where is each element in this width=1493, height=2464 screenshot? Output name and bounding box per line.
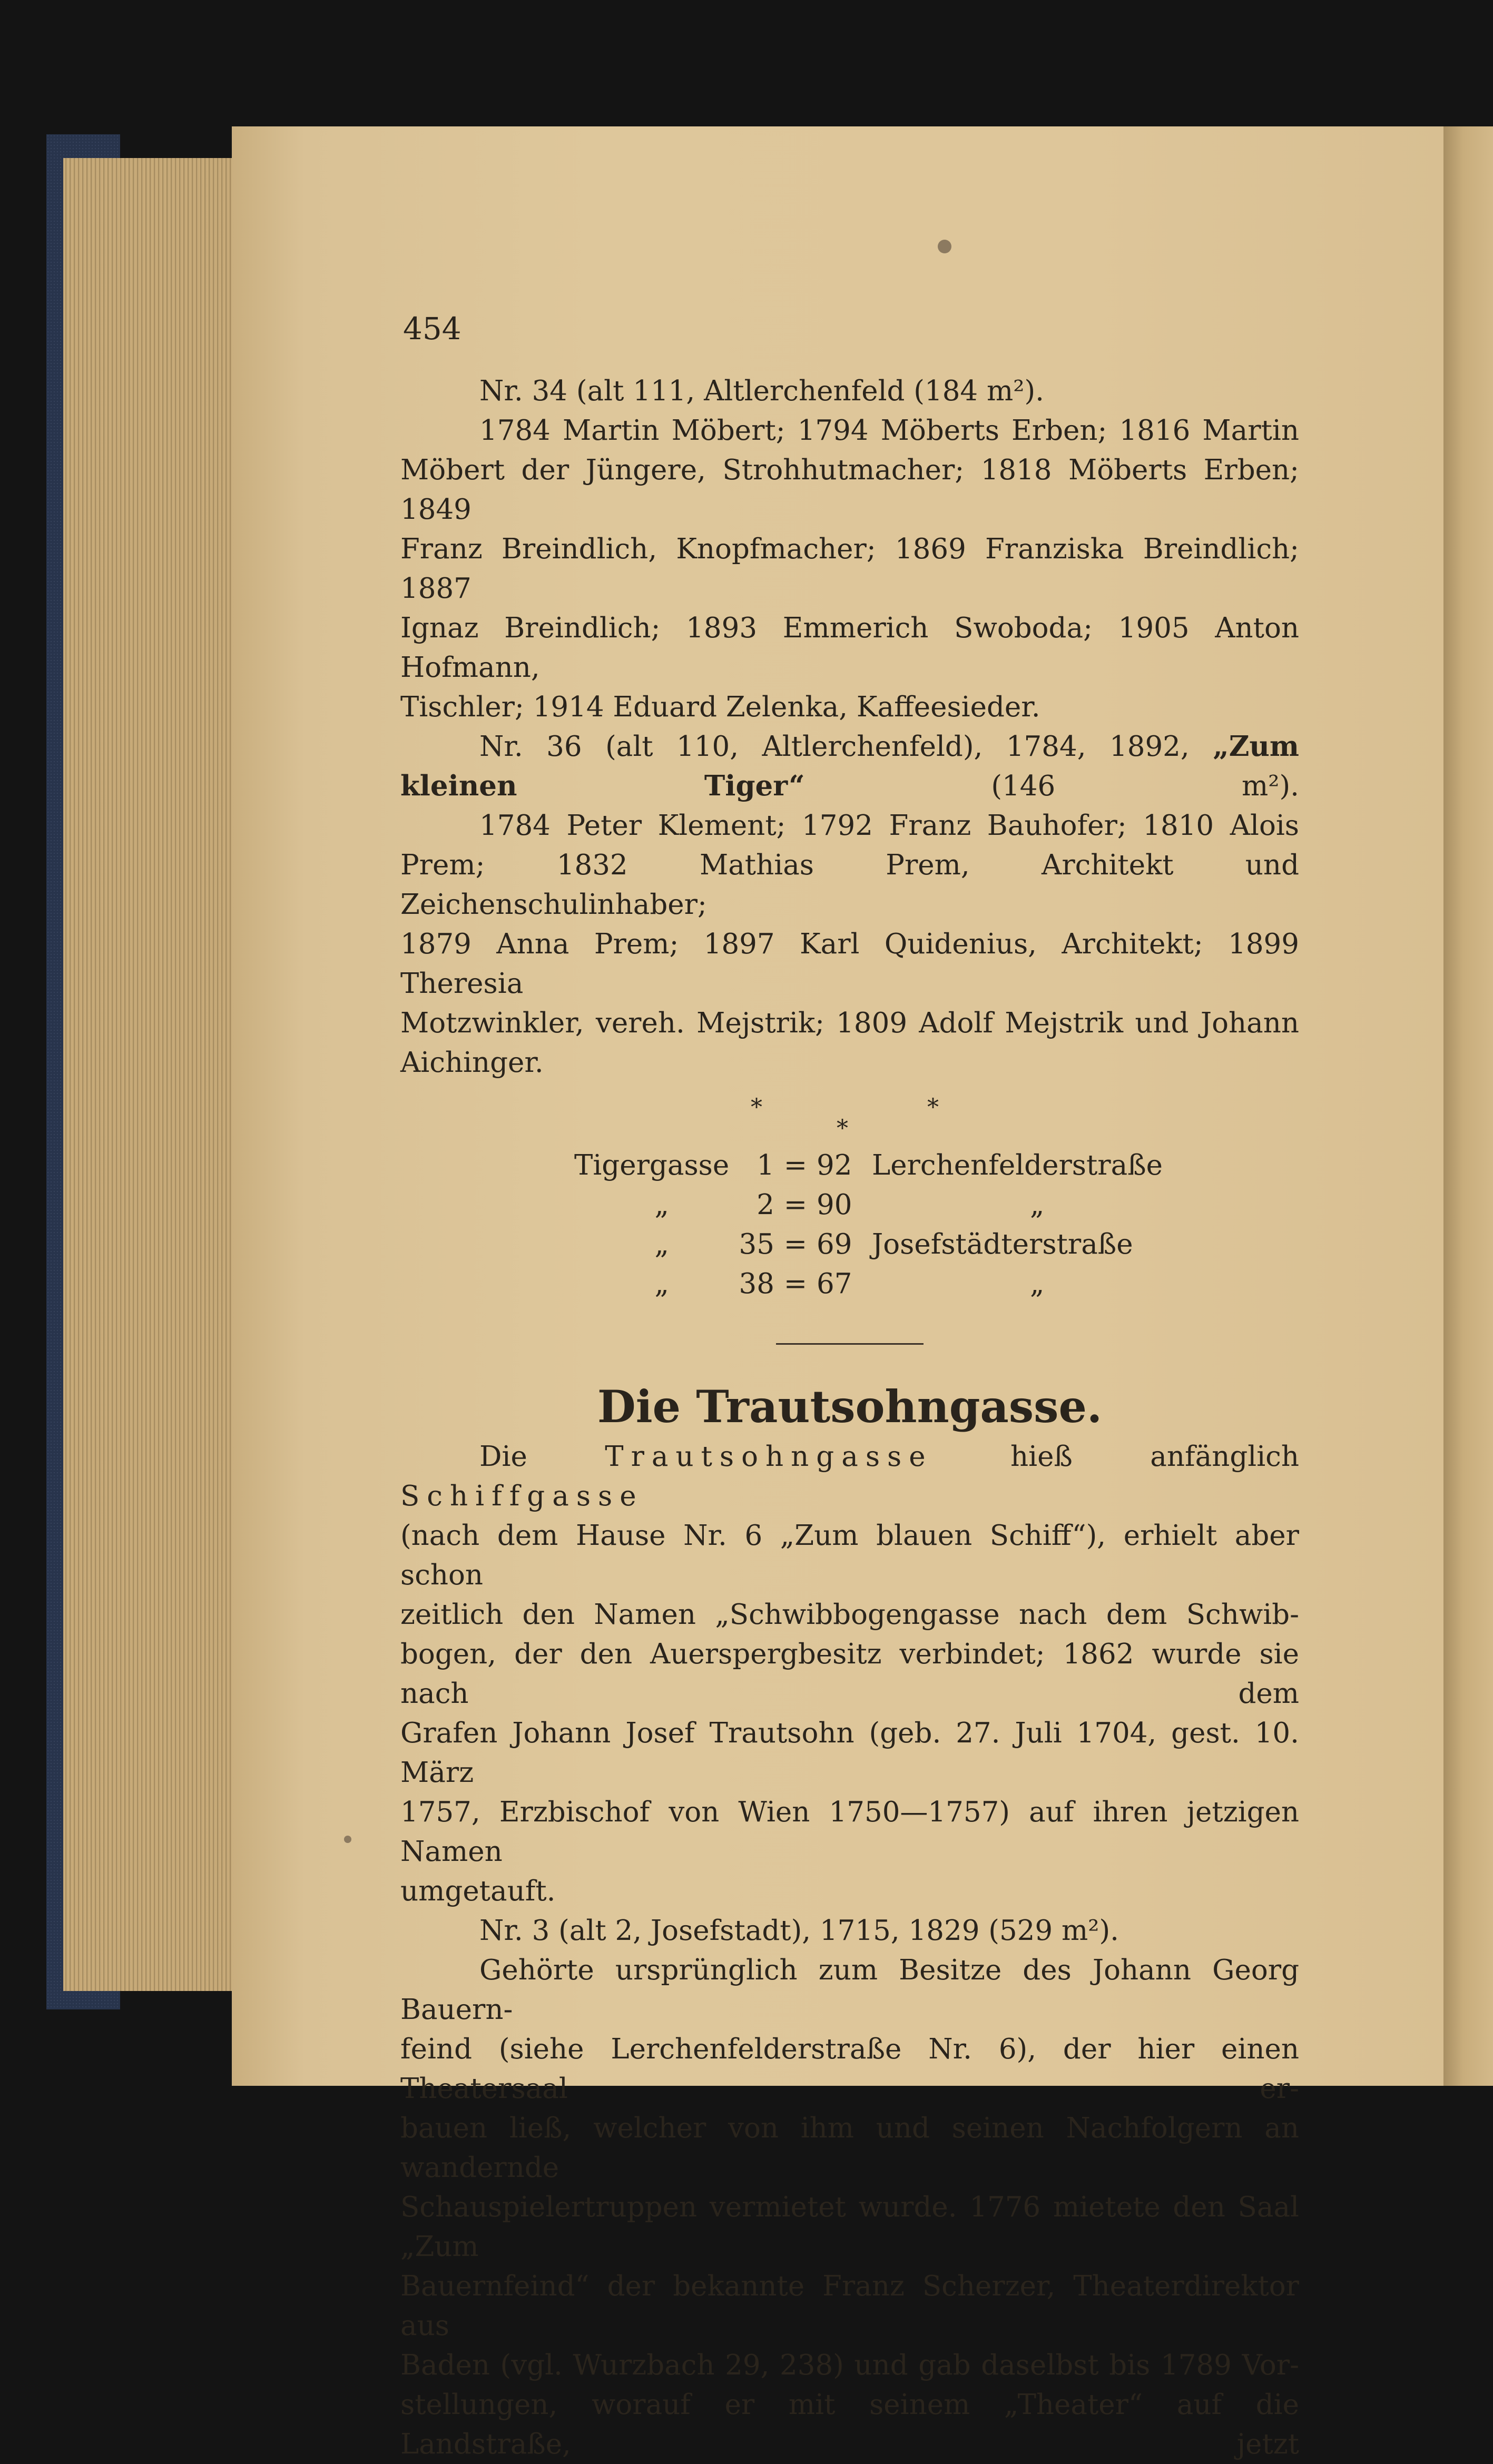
text-line: bogen, der den Auerspergbesitz verbindet; 1862 wurde sie nach dem <box>400 1638 1299 1710</box>
paper-spot <box>938 240 951 253</box>
table-row <box>574 1146 1299 1185</box>
table-row <box>574 1264 1299 1304</box>
section-divider <box>776 1343 924 1345</box>
page-number: 454 <box>403 311 461 347</box>
text-line: Tischler; 1914 Eduard Zelenka, Kaffeesieder. <box>400 691 1040 723</box>
text-line: stellungen, worauf er mit seinem „Theater“ auf die Landstraße, jetzt <box>400 2389 1299 2460</box>
text-line: 1757, Erzbischof von Wien 1750—1757) auf ihren jetzigen Namen <box>400 1796 1299 1868</box>
equals-sign: = <box>783 1228 808 1260</box>
address-concordance <box>574 1146 1299 1304</box>
house-number: 92 <box>817 1149 852 1181</box>
ditto-mark: „ <box>1030 1189 1045 1221</box>
text-line: 1879 Anna Prem; 1897 Karl Quidenius, Architekt; 1899 Theresia <box>400 928 1299 1000</box>
text-line: feind (siehe Lerchenfelderstraße Nr. 6), der hier einen Theatersaal er- <box>400 2033 1299 2105</box>
equals-sign: = <box>783 1189 808 1221</box>
table-row <box>574 1185 1299 1225</box>
asterisk: * <box>927 1094 939 1121</box>
text-line: zeitlich den Namen „Schwibbogengasse nach dem Schwib- <box>400 1599 1299 1631</box>
entry-header-text: Nr. 36 (alt 110, Altlerchenfeld), 1784, 1892, <box>479 731 1190 763</box>
text-line: Ignaz Breindlich; 1893 Emmerich Swoboda; 1905 Anton Hofmann, <box>400 612 1299 684</box>
house-number: 67 <box>817 1268 852 1300</box>
ditto-mark: „ <box>654 1189 669 1221</box>
text-line: Baden (vgl. Wurzbach 29, 238) und gab daselbst bis 1789 Vor- <box>400 2349 1299 2381</box>
section-title: Die Trautsohngasse. <box>597 1381 1103 1433</box>
text-line: Bauernfeind“ der bekannte Franz Scherzer, Theaterdirektor aus <box>400 2270 1299 2342</box>
equals-sign: = <box>783 1268 808 1300</box>
street-name: Josefstädterstraße <box>872 1228 1133 1260</box>
text-run: hieß anfänglich <box>1010 1441 1299 1473</box>
house-number: 69 <box>817 1228 852 1260</box>
asterisk: * <box>837 1115 848 1142</box>
entry-header <box>400 727 1299 806</box>
book-page <box>232 126 1443 2460</box>
text-line: bauen ließ, welcher von ihm und seinen Nachfolgern an wandernde <box>400 2112 1299 2184</box>
street-name-spaced: Trautsohngasse <box>605 1441 933 1473</box>
street-name: Lerchenfelderstraße <box>872 1149 1163 1181</box>
equals-sign: = <box>783 1149 808 1181</box>
text-line: 1784 Martin Möbert; 1794 Möberts Erben; 1816 Martin <box>479 415 1299 447</box>
street-name: Tigergasse <box>574 1149 730 1181</box>
house-number: 2 <box>757 1189 774 1221</box>
text-line: Möbert der Jüngere, Strohhutmacher; 1818 Möberts Erben; 1849 <box>400 454 1299 526</box>
facing-page-edge <box>1443 126 1493 2086</box>
ditto-mark: „ <box>654 1228 669 1260</box>
text-line: (nach dem Hause Nr. 6 „Zum blauen Schiff“), erhielt aber schon <box>400 1520 1299 1591</box>
house-number: 38 <box>739 1268 774 1300</box>
street-name-spaced: Schiffgasse <box>400 1480 644 1512</box>
paper-spot <box>344 1836 351 1843</box>
page-body <box>400 371 1299 2464</box>
house-name: „Zum kleinen Tiger“ <box>400 730 1299 802</box>
text-run: Die <box>479 1441 527 1473</box>
entry-header: Nr. 3 (alt 2, Josefstadt), 1715, 1829 (529 m²). <box>479 1915 1119 1947</box>
table-row <box>574 1225 1299 1264</box>
text-line <box>400 1437 1299 1516</box>
text-line: Prem; 1832 Mathias Prem, Architekt und Zeichenschulinhaber; <box>400 849 1299 921</box>
entry-header: Nr. 34 (alt 111, Altlerchenfeld (184 m²). <box>479 375 1045 407</box>
entry-header-area: (146 m²). <box>991 770 1299 802</box>
ditto-mark: „ <box>654 1268 669 1300</box>
asterisk: * <box>751 1094 762 1121</box>
ditto-mark: „ <box>1030 1268 1045 1300</box>
text-line: umgetauft. <box>400 1875 556 1907</box>
text-line: Franz Breindlich, Knopfmacher; 1869 Franziska Breindlich; 1887 <box>400 533 1299 605</box>
text-line: Motzwinkler, vereh. Mejstrik; 1809 Adolf Mejstrik und Johann Aichinger. <box>400 1007 1299 1079</box>
text-line: Schauspielertruppen vermietet wurde. 1776 mietete den Saal „Zum <box>400 2191 1299 2263</box>
page-stack-edges <box>63 158 242 1991</box>
text-line: Gehörte ursprünglich zum Besitze des Johann Georg Bauern- <box>400 1954 1299 2026</box>
text-line: Grafen Johann Josef Trautsohn (geb. 27. Juli 1704, gest. 10. März <box>400 1717 1299 1789</box>
text-line: 1784 Peter Klement; 1792 Franz Bauhofer; 1810 Alois <box>479 810 1299 842</box>
asterism <box>400 1082 1299 1140</box>
house-number: 90 <box>817 1189 852 1221</box>
house-number: 1 <box>757 1149 774 1181</box>
house-number: 35 <box>739 1228 774 1260</box>
